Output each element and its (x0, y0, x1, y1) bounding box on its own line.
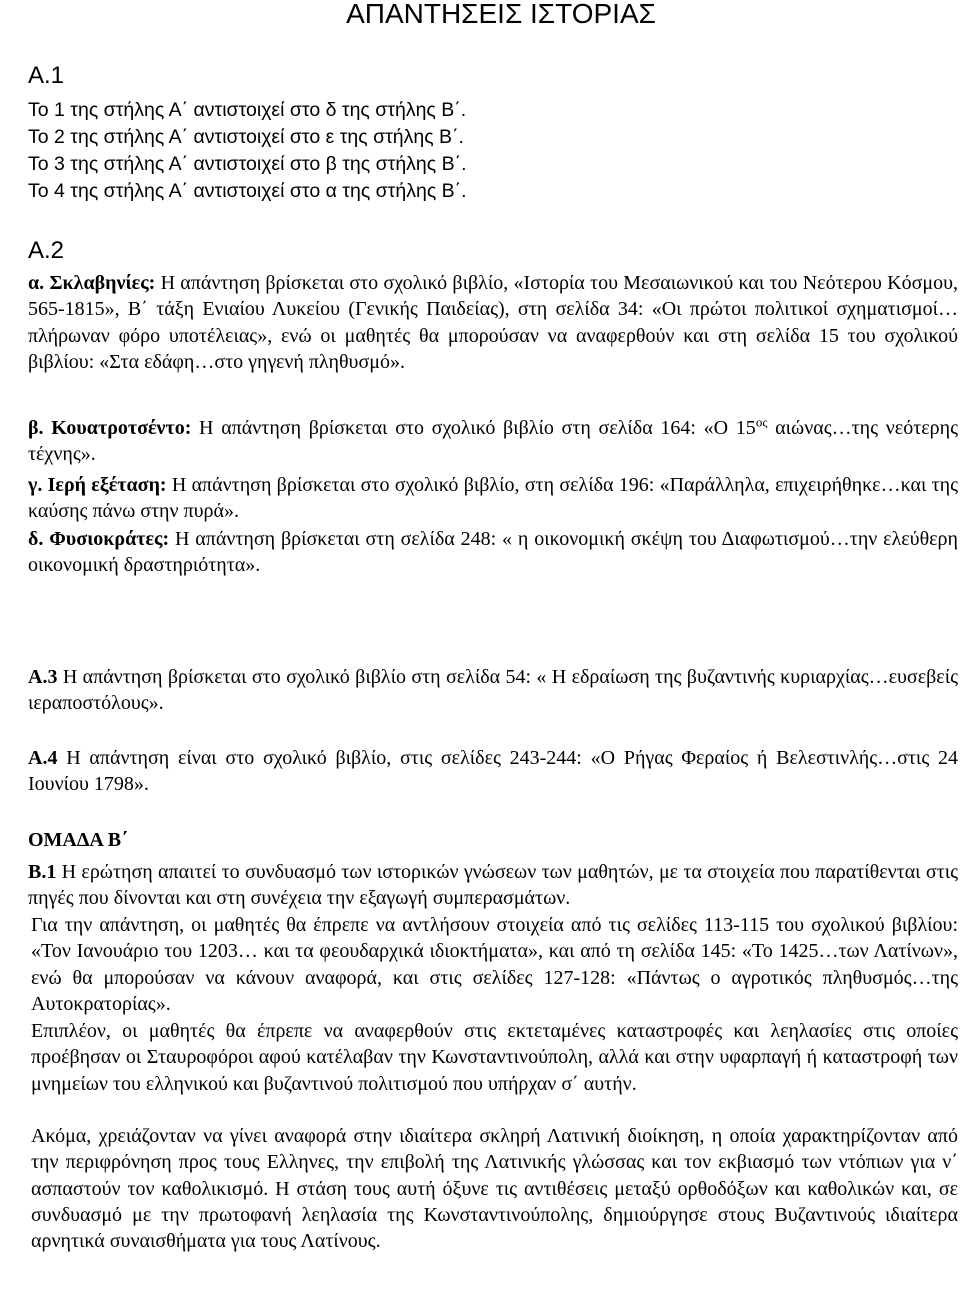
a1-line-4: Το 4 της στήλης Α΄ αντιστοιχεί στο α της στήλης Β΄. (28, 180, 467, 202)
a2-item-b-sup: ος (755, 414, 768, 430)
a2-item-d-term: Φυσιοκράτες: (49, 528, 170, 550)
a2-item-d-marker: δ. (28, 528, 44, 550)
b1-intro (28, 859, 958, 912)
a2-item-b-text-end: αιώνας…της νεότερης τέχνης». (28, 417, 958, 466)
group-b-heading: ΟΜΑΔΑ Β΄ (28, 829, 128, 851)
a1-line-1: Το 1 της στήλης Α΄ αντιστοιχεί στο δ της στήλης Β΄. (28, 99, 467, 121)
a1-line-2: Το 2 της στήλης Α΄ αντιστοιχεί στο ε της στήλης Β΄. (28, 126, 464, 148)
b1-intro-text: Η ερώτηση απαιτεί το συνδυασμό των ιστορικών γνώσεων των μαθητών, με τα στοιχεία που παρατίθενται στις πηγές που δίνονται και στη συνέχεια την εξαγωγή συμπερασμάτων. (28, 861, 958, 910)
a2-item-d-text: Η απάντηση βρίσκεται στη σελίδα 248: « η οικονομική σκέψη του Διαφωτισμού…την ελεύθερη οικονομική δραστηριότητα». (28, 528, 958, 577)
a4-label: Α.4 (28, 747, 58, 769)
a2-item-d (28, 526, 958, 579)
a2-item-b-term: Κουατροτσέντο: (51, 417, 192, 439)
a2-item-a-marker: α. (28, 272, 45, 294)
a2-item-a-text: Η απάντηση βρίσκεται στο σχολικό βιβλίο, «Ιστορία του Μεσαιωνικού και του Νεότερου Κόσμου, 565-1815», Β΄ τάξη Ενιαίου Λυκείου (Γενικής Παιδείας), στη σελίδα 34: «Οι πρώτοι πολιτικοί σχηματισμοί…πλήρωναν φόρο υποτέλειας», ενώ οι μαθητές θα μπορούσαν να αναφερθούν και στη σελίδα 15 του σχολικού βιβλίου: «Στα εδάφη…στο γηγενή πληθυσμό». (28, 272, 959, 373)
a2-item-a-term: Σκλαβηνίες: (49, 272, 156, 294)
a2-item-b (28, 415, 958, 468)
a1-line-3: Το 3 της στήλης Α΄ αντιστοιχεί στο β της στήλης Β΄. (28, 153, 467, 175)
a2-item-b-text: Η απάντηση βρίσκεται στο σχολικό βιβλίο στη σελίδα 164: «Ο 15 (191, 417, 756, 439)
a4-text: Η απάντηση είναι στο σχολικό βιβλίο, στις σελίδες 243-244: «Ο Ρήγας Φεραίος ή Βελεστινλής…στις 24 Ιουνίου 1798». (28, 747, 958, 796)
page-title: ΑΠΑΝΤΗΣΕΙΣ ΙΣΤΟΡΙΑΣ (346, 0, 656, 29)
a2-item-c-marker: γ. (28, 474, 43, 496)
a2-item-a (28, 270, 958, 375)
a3-label: Α.3 (28, 666, 58, 688)
a2-item-c-text: Η απάντηση βρίσκεται στο σχολικό βιβλίο, στη σελίδα 196: «Παράλληλα, επιχειρήθηκε…και της καύσης πάνω στην πυρά». (28, 474, 959, 523)
b1-paragraph-1: Για την απάντηση, οι μαθητές θα έπρεπε να αντλήσουν στοιχεία από τις σελίδες 113-115 του σχολικού βιβλίου: «Τον Ιανουάριο του 1203… και τα φεουδαρχικά ιδιοκτήματα», και από τη σελίδα 145: «Το 1425…των Λατίνων», ενώ θα μπορούσαν να κάνουν αναφορά, και στις σελίδες 127-128: «Πάντως ο αγροτικός πληθυσμός…της Αυτοκρατορίας». (31, 914, 958, 1015)
a2-item-b-marker: β. (28, 417, 44, 439)
a3-paragraph (28, 664, 958, 717)
a2-item-c-term: Ιερή εξέταση: (47, 474, 167, 496)
b1-paragraph-3: Ακόμα, χρειάζονταν να γίνει αναφορά στην ιδιαίτερα σκληρή Λατινική διοίκηση, η οποία χαρακτηρίζονταν από την περιφρόνηση προς τους Ελληνες, την επιβολή της Λατινικής γλώσσας και τον εκβιασμό των ντόπιων για ν΄ ασπαστούν τον καθολικισμό. Η στάση τους αυτή όξυνε τις αντιθέσεις μεταξύ ορθοδόξων και καθολικών και, σε συνδυασμό με την πρωτοφανή λεηλασία της Κωνσταντινούπολης, δημιούργησε στους Βυζαντινούς ιδιαίτερα αρνητικά συναισθήματα για τους Λατίνους. (31, 1125, 958, 1253)
b1-label: Β.1 (28, 861, 57, 883)
a4-paragraph (28, 745, 958, 798)
b1-paragraph-2: Επιπλέον, οι μαθητές θα έπρεπε να αναφερθούν στις εκτεταμένες καταστροφές και λεηλασίες στις οποίες προέβησαν οι Σταυροφόροι αφού κατέλαβαν την Κωνσταντινούπολη, αλλά και στην υφαρπαγή ή καταστροφή των μνημείων του ελληνικού και βυζαντινού πολιτισμού που υπήρχαν σ΄ αυτήν. (31, 1020, 958, 1095)
a3-text: Η απάντηση βρίσκεται στο σχολικό βιβλίο στη σελίδα 54: « Η εδραίωση της βυζαντινής κυριαρχίας…ευσεβείς ιεραποστόλους». (28, 666, 958, 715)
section-a2-heading: Α.2 (28, 237, 65, 264)
section-a1-heading: Α.1 (28, 62, 65, 89)
a2-item-c (28, 472, 958, 525)
